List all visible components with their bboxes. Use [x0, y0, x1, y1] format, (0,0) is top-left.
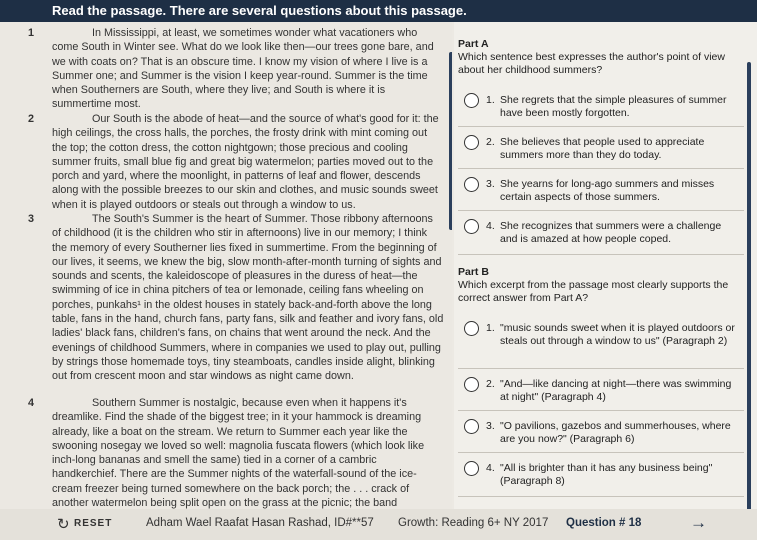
instruction-header: Read the passage. There are several questions about this passage. [0, 0, 757, 22]
paragraph-number: 3 [28, 213, 35, 225]
student-name: Adham Wael Raafat Hasan Rashad, ID#**57 [146, 517, 374, 529]
paragraph-text: Our South is the abode of heat—and the source of what's good for it: the high ceilings, the cross halls, the porches, the frosty drink with mint coming out the top; the cotton dress, the cotton nightgown; those precious and cooling summer fruits, small blue fig and great big watermelon; parties moved out to the porch and yard, where the moonlight, in patterns of leaf and flower, descends along with the possible breezes to our skin and clothes, and music sounds sweet when it is played outdoors or steals out through a window to us. [52, 113, 439, 211]
part-a-label: Part A [458, 38, 489, 50]
paragraph-number: 1 [28, 27, 35, 39]
paragraph-2 [28, 112, 444, 212]
right-arrow-icon[interactable]: → [690, 513, 707, 532]
part-a-prompt: Which sentence best expresses the author's point of view about her childhood summers? [458, 51, 725, 76]
option-divider [458, 210, 744, 211]
refresh-icon[interactable]: ↻ [57, 516, 70, 533]
passage-panel[interactable] [0, 22, 452, 509]
paragraph-text: Southern Summer is nostalgic, because even when it happens it's dreamlike. Find the shade of the biggest tree; in it your hammock is dreaming already, like a boat on the stream. We return to Summer each year like the swooning nosegay we loved so well: magnolia fuscata flowers (which look like inch-long bananas and smell the same) tied in a corner of a cambric handkerchief. There are the Summer nights of the waterfall-sound of the ice-cream freezer being turned somewhere on the back porch; the . . . crack of another watermelon being split open on the grass at the picnic; the band [52, 397, 425, 509]
part-b-label: Part B [458, 266, 489, 278]
paragraph-4 [28, 396, 444, 509]
paragraph-3 [28, 212, 444, 384]
footer-bar [0, 509, 757, 540]
radio-button[interactable] [464, 419, 479, 434]
radio-button[interactable] [464, 321, 479, 336]
radio-button[interactable] [464, 219, 479, 234]
option-divider [458, 368, 744, 369]
passage-scrollbar[interactable] [449, 52, 452, 230]
paragraph-text: In Mississippi, at least, we sometimes wonder what vacationers who come South in Winter see. What do we look like then—our trees gone bare, and we with coats on? That is an obscure time. I know my vision of where I live is a Summer one; and Summer is the vision I keep year-round. Summer is the time when Southerners are South, where they live; and South is where it is summertime most. [52, 27, 434, 111]
questions-panel: Part A Which sentence best expresses the author's point of view about her childhood summers? 1. She regrets that the simple pleasures of summer have been mostly forgotten. 2. She believes that people used to appreciate summers more than they do today. 3. She yearns for long-ago summers and misses certain aspects of those summers. 4. She recognizes that summers were a challenge and is amazed at how people coped. Part B Which excerpt from the passage most clearly supports the correct answer from Part A? 1. "music sounds sweet when it is played outdoors or steals out through a window to us" (Paragraph 2) 2. "And—like dancing at night—there was swimming at night" (Paragraph 4) 3. "O pavilions, gazebos and summerhouses, where are you now?" (Paragraph 6) 4. "All is brighter than it has any business being" (Paragraph 8) [454, 22, 757, 509]
option-divider [458, 452, 744, 453]
paragraph-number: 2 [28, 113, 35, 125]
radio-button[interactable] [464, 177, 479, 192]
radio-button[interactable] [464, 93, 479, 108]
part-b-prompt: Which excerpt from the passage most clearly supports the correct answer from Part A? [458, 279, 729, 304]
radio-button[interactable] [464, 135, 479, 150]
radio-button[interactable] [464, 461, 479, 476]
radio-button[interactable] [464, 377, 479, 392]
option-divider [458, 168, 744, 169]
questions-scrollbar[interactable] [747, 62, 751, 524]
paragraph-text: The South's Summer is the heart of Summer. Those ribbony afternoons of childhood (it is the children who stir in afternoons) live in our memory; I think the memory of every Southerner lies fixed in summertime. From the beginning of our lives, it seems, we knew the big, slow month-after-month turning of sights and sounds and scents, the kaleidoscope of pleasures in the duress of heat—the swimming of ice in china pitchers of tea or lemonade, ceiling fans wheeling on porches, punkahs¹ in the oldest houses in stately back-and-forth above the long table, fans in the hand, church fans, party fans, silk and feather and ivory fans, old ladies' black fans, children's fans, on chains that went around the neck. And the evenings of childhood Summers, where in companies we used to play out, pulling by strings those homemade toys, tiny steamboats, candles inside alight, blinking out from crescent moon and star windows as night came down. [52, 213, 444, 383]
test-name: Growth: Reading 6+ NY 2017 [398, 517, 549, 529]
paragraph-1 [28, 26, 444, 112]
paragraph-number: 4 [28, 397, 35, 409]
part-divider [458, 254, 744, 255]
option-divider [458, 126, 744, 127]
reset-button[interactable]: RESET [74, 518, 113, 529]
option-divider [458, 410, 744, 411]
question-number: Question # 18 [566, 517, 642, 529]
option-divider [458, 496, 744, 497]
